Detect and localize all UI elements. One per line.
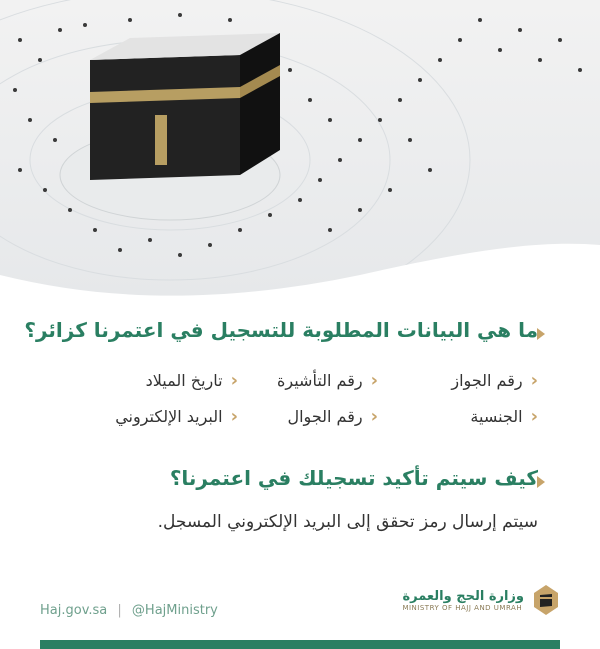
bullet-marker — [537, 328, 545, 340]
item-email: ‹ البريد الإلكتروني — [115, 406, 238, 427]
item-nationality: ‹ الجنسية — [470, 406, 538, 427]
ministry-name-english: MINISTRY OF HAJJ AND UMRAH — [402, 603, 523, 612]
kaaba-illustration — [0, 0, 600, 300]
ministry-logo — [402, 583, 560, 617]
item-mobile-number: ‹ رقم الجوال — [287, 406, 378, 427]
bullet-marker — [537, 476, 545, 488]
chevron-left-icon: ‹ — [230, 370, 238, 391]
chevron-left-icon: ‹ — [370, 370, 378, 391]
item-birth-date: ‹ تاريخ الميلاد — [145, 370, 238, 391]
chevron-left-icon: ‹ — [230, 406, 238, 427]
kaaba — [90, 33, 280, 180]
question-1-title: ما هي البيانات المطلوبة للتسجيل في اعتمرنا كزائر؟ — [24, 318, 538, 342]
footer-separator: | — [117, 603, 122, 618]
question-2-answer: سيتم إرسال رمز تحقق إلى البريد الإلكتروني المسجل. — [157, 512, 538, 532]
chevron-left-icon: ‹ — [530, 370, 538, 391]
social-handle-link[interactable]: @HajMinistry — [131, 603, 218, 618]
hero-image — [0, 0, 600, 300]
footer-links — [40, 603, 218, 618]
bottom-accent-bar — [40, 640, 560, 649]
ministry-emblem-icon — [532, 583, 560, 617]
ministry-name-arabic: وزارة الحج والعمرة — [402, 588, 524, 604]
chevron-left-icon: ‹ — [370, 406, 378, 427]
ministry-logo-text — [402, 589, 524, 612]
item-visa-number: ‹ رقم التأشيرة — [277, 370, 378, 391]
website-link[interactable]: Haj.gov.sa — [40, 603, 108, 618]
item-passport-number: ‹ رقم الجواز — [451, 370, 538, 391]
question-2-title: كيف سيتم تأكيد تسجيلك في اعتمرنا؟ — [169, 466, 538, 490]
chevron-left-icon: ‹ — [530, 406, 538, 427]
